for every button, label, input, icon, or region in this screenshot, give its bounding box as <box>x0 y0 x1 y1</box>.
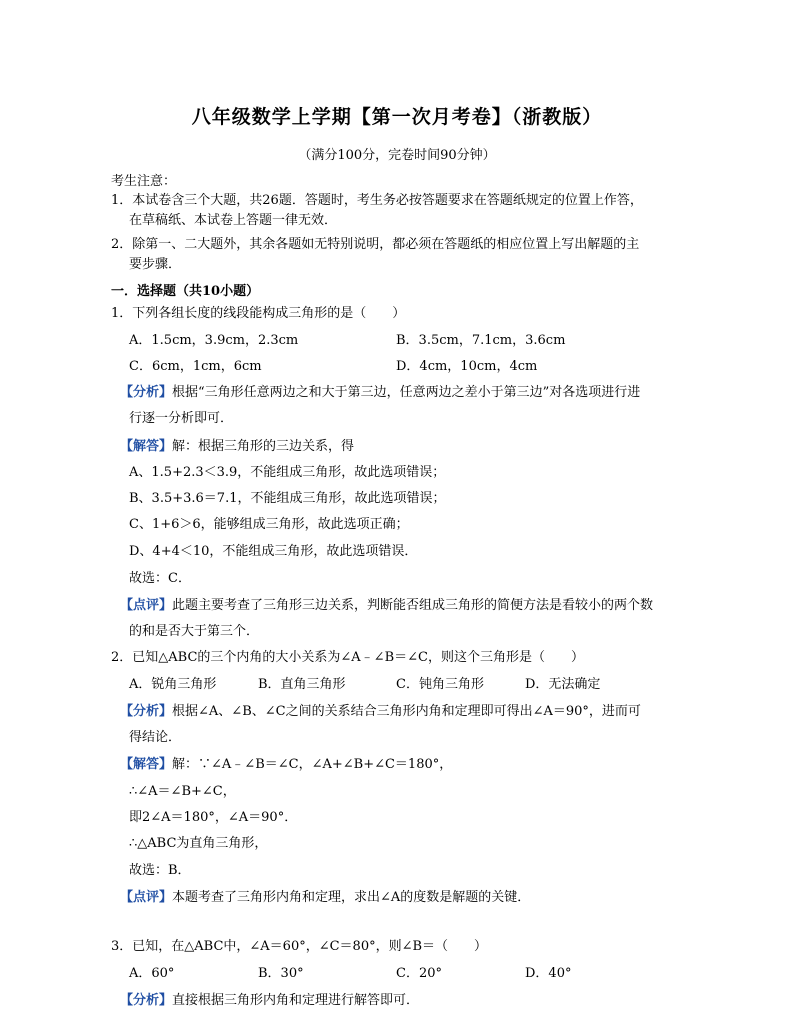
q2-line-1: ∴∠A＝∠B+∠C， <box>129 784 236 799</box>
answer-tag: 【解答】 <box>120 757 173 772</box>
q1-option-d: D．4cm，10cm，4cm <box>396 359 538 374</box>
q1-stem: 1．下列各组长度的线段能构成三角形的是（ ） <box>111 306 406 321</box>
analysis-tag: 【分析】 <box>120 385 173 400</box>
q2-option-c: C．钝角三角形 <box>396 677 484 692</box>
q2-comment: 【点评】本题考查了三角形内角和定理，求出∠A的度数是解题的关键． <box>120 890 531 905</box>
q2-option-d: D．无法确定 <box>525 677 601 692</box>
q2-analysis: 【分析】根据∠A、∠B、∠C之间的关系结合三角形内角和定理即可得出∠A＝90°，进而可 <box>120 704 641 719</box>
q1-line-b: B、3.5+3.6＝7.1，不能组成三角形，故此选项错误； <box>129 491 446 506</box>
q2-option-b: B．直角三角形 <box>258 677 346 692</box>
q1-analysis: 【分析】根据“三角形任意两边之和大于第三边，任意两边之差小于第三边”对各选项进行进 <box>120 385 641 400</box>
q1-analysis-cont: 行逐一分析即可． <box>129 411 234 426</box>
q3-analysis: 【分析】直接根据三角形内角和定理进行解答即可． <box>120 993 420 1008</box>
notice-item-1-cont: 在草稿纸、本试卷上答题一律无效． <box>129 213 338 228</box>
q1-choice: 故选：C． <box>129 571 191 586</box>
q2-analysis-cont: 得结论． <box>129 730 182 745</box>
q2-choice: 故选：B． <box>129 863 191 878</box>
comment-tag: 【点评】 <box>120 890 173 905</box>
q1-line-a: A、1.5+2.3＜3.9，不能组成三角形，故此选项错误； <box>129 465 446 480</box>
q1-line-c: C、1+6＞6，能够组成三角形，故此选项正确； <box>129 517 409 532</box>
q3-stem: 3．已知，在△ABC中，∠A＝60°，∠C＝80°，则∠B＝（ ） <box>111 939 488 954</box>
page-title: 八年级数学上学期【第一次月考卷】（浙教版） <box>191 106 603 128</box>
notice-item-2: 2．除第一、二大题外，其余各题如无特别说明，都必须在答题纸的相应位置上写出解题的主 <box>111 237 640 252</box>
q3-option-c: C．20° <box>396 966 442 981</box>
q1-answer: 【解答】解：根据三角形的三边关系，得 <box>120 439 355 454</box>
q3-option-d: D．40° <box>525 966 572 981</box>
section-heading: 一．选择题（共10小题） <box>111 284 260 299</box>
analysis-tag: 【分析】 <box>120 704 173 719</box>
notice-item-2-cont: 要步骤． <box>129 257 182 272</box>
q1-option-a: A．1.5cm，3.9cm，2.3cm <box>129 333 299 348</box>
q1-option-b: B．3.5cm，7.1cm，3.6cm <box>396 333 566 348</box>
q1-option-c: C．6cm，1cm，6cm <box>129 359 262 374</box>
analysis-tag: 【分析】 <box>120 993 173 1008</box>
notice-heading: 考生注意： <box>111 174 177 189</box>
q2-option-a: A．锐角三角形 <box>129 677 217 692</box>
q3-option-a: A．60° <box>129 966 175 981</box>
q2-line-3: ∴△ABC为直角三角形， <box>129 836 268 851</box>
notice-item-1: 1．本试卷含三个大题，共26题．答题时，考生务必按答题要求在答题纸规定的位置上作答， <box>111 193 643 208</box>
comment-tag: 【点评】 <box>120 598 173 613</box>
q1-comment-cont: 的和是否大于第三个． <box>129 624 260 639</box>
q3-option-b: B．30° <box>258 966 304 981</box>
page-subtitle: （满分100分，完卷时间90分钟） <box>298 148 496 163</box>
answer-tag: 【解答】 <box>120 439 173 454</box>
q1-line-d: D、4+4＜10，不能组成三角形，故此选项错误． <box>129 544 418 559</box>
q2-answer: 【解答】解：∵∠A﹣∠B＝∠C，∠A+∠B+∠C＝180°， <box>120 757 453 772</box>
q2-line-2: 即2∠A＝180°，∠A＝90°． <box>129 810 298 825</box>
q1-comment: 【点评】此题主要考查了三角形三边关系，判断能否组成三角形的简便方法是看较小的两个数 <box>120 598 654 613</box>
q2-stem: 2．已知△ABC的三个内角的大小关系为∠A﹣∠B＝∠C，则这个三角形是（ ） <box>111 650 584 665</box>
